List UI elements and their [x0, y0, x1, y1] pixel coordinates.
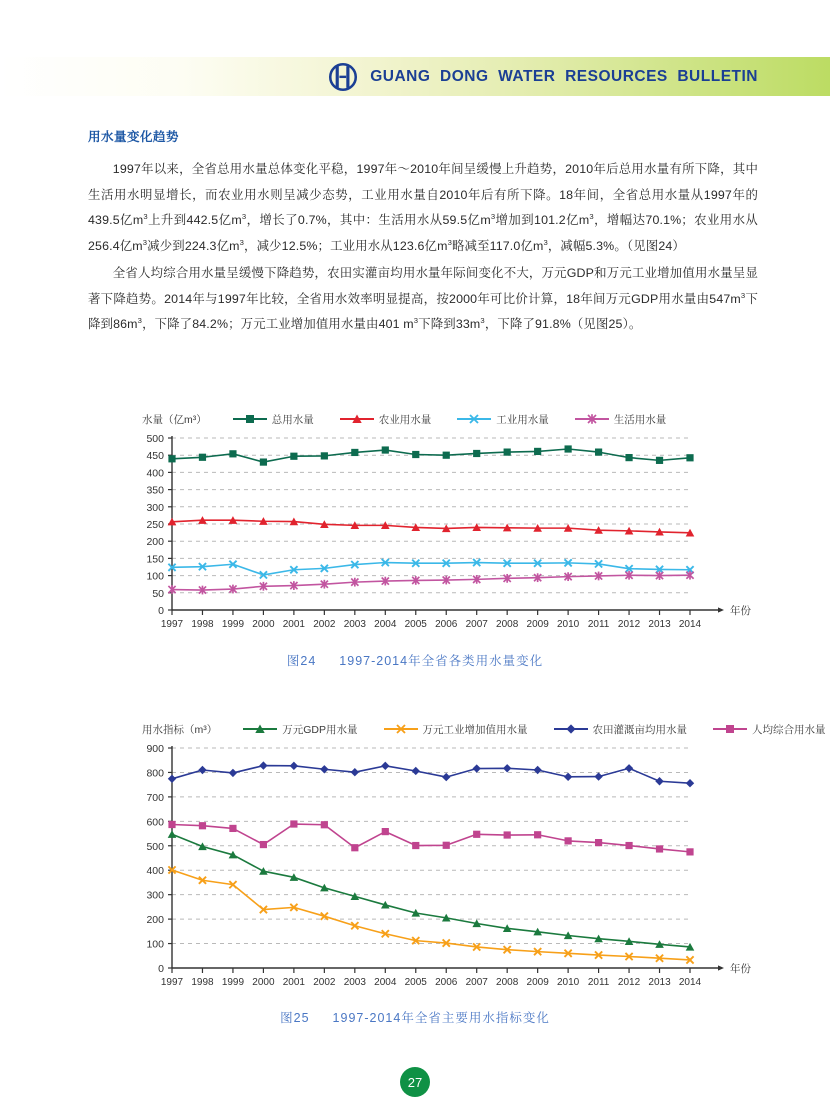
- chart24-legend-label-1: 总用水量: [271, 413, 314, 426]
- article-content: [88, 127, 758, 340]
- chart24-legend-marker-x-icon: [457, 413, 491, 425]
- chart24-xtick-2014: 2014: [678, 619, 702, 630]
- chart25-xtick-2010: 2010: [556, 977, 580, 988]
- chart24-legend-label-4: 生活用水量: [613, 413, 667, 426]
- chart24-series-4: [168, 571, 693, 595]
- chart24-ytick-300: 300: [146, 501, 164, 514]
- chart25-ytick-400: 400: [146, 865, 164, 878]
- chart24-legend: [0, 408, 830, 430]
- chart24-caption-label: 图24: [286, 654, 317, 668]
- chart24-ytick-0: 0: [158, 605, 164, 617]
- chart24-legend-item-2[interactable]: [340, 412, 432, 427]
- chart24-xtick-2007: 2007: [465, 619, 488, 630]
- chart25-series-4: [168, 820, 693, 855]
- chart24-ytick-400: 400: [146, 467, 164, 480]
- chart24-legend-item-3[interactable]: [457, 412, 549, 427]
- chart24-ytick-500: 500: [146, 433, 164, 445]
- chart24-xtick-2009: 2009: [526, 619, 549, 630]
- chart24-legend-label-3: 工业用水量: [496, 413, 549, 426]
- page-header: [0, 57, 830, 96]
- guangdong-water-logo-icon: [328, 62, 358, 92]
- chart24-xtick-2008: 2008: [496, 619, 519, 630]
- chart25-legend-marker-triangle-icon: [243, 723, 277, 735]
- chart24-xtick-2003: 2003: [343, 619, 366, 630]
- chart25-ytick-300: 300: [146, 889, 164, 902]
- chart25-caption: [0, 1008, 830, 1026]
- chart25-legend-marker-diamond-icon: [554, 723, 588, 735]
- chart24-xtick-2000: 2000: [252, 619, 275, 630]
- chart24-ytick-150: 150: [146, 553, 164, 566]
- chart25-xtick-2012: 2012: [617, 977, 641, 988]
- chart25-xtick-2005: 2005: [404, 977, 427, 988]
- chart25-legend-marker-square-icon: [713, 723, 747, 735]
- paragraph-water-use-trend: 1997年以来，全省总用水量总体变化平稳，1997年～2010年间呈缓慢上升趋势，2010年后总用水量有所下降，其中生活用水明显增长，而农业用水则呈减少态势，工业用水量自2010年后有所下降。18年间，全省总用水量从1997年的439.5亿$m^3$上升到442.5亿$m^3$，增长了0.7%，其中：生活用水从59.5亿$m^3$增加到101.2亿$m^3$，增幅达70.1%；农业用水从256.4亿$m^3$减少到224.3亿$m^3$，减少12.5%；工业用水从123.6亿$m^3$略减至117.0亿$m^3$，减幅5.3%。（见图24）: [88, 162, 758, 253]
- header-title: GUANG DONG WATER RESOURCES BULLETIN: [370, 67, 758, 85]
- chart25-xtick-2014: 2014: [678, 977, 702, 988]
- page-number-badge: 27: [400, 1067, 430, 1097]
- chart24-xtick-2001: 2001: [282, 619, 306, 630]
- chart25-xtick-2000: 2000: [252, 977, 275, 988]
- page-header-band: [0, 57, 830, 96]
- chart25-legend-item-2[interactable]: [384, 722, 528, 737]
- chart24-x-axis-title: 年份: [730, 605, 751, 617]
- chart24-caption: [0, 651, 830, 669]
- chart24-xtick-1997: 1997: [160, 619, 184, 630]
- chart24-ytick-250: 250: [146, 519, 164, 531]
- chart24-ytick-450: 450: [146, 450, 164, 463]
- chart25-xtick-2006: 2006: [435, 977, 458, 988]
- chart24-xtick-2013: 2013: [648, 619, 671, 630]
- chart25-ytick-700: 700: [146, 791, 164, 804]
- chart25-ytick-900: 900: [146, 743, 164, 755]
- chart24-legend-marker-triangle-icon: [340, 413, 374, 425]
- figure-25: [0, 718, 830, 1053]
- chart25-xtick-1998: 1998: [191, 977, 214, 988]
- chart24-xtick-2004: 2004: [374, 619, 397, 630]
- chart25-legend-label-1: 万元GDP用水量: [282, 723, 358, 736]
- chart25-legend-item-4[interactable]: [713, 722, 826, 737]
- chart24-xtick-2002: 2002: [313, 619, 336, 630]
- chart25-xtick-1999: 1999: [221, 977, 245, 988]
- section-heading: 用水量变化趋势: [88, 130, 180, 144]
- chart24-plot: [0, 430, 830, 645]
- chart25-legend-label-2: 万元工业增加值用水量: [422, 723, 528, 736]
- chart24-xtick-2012: 2012: [617, 619, 641, 630]
- chart25-ytick-800: 800: [146, 767, 164, 780]
- chart25-legend-item-3[interactable]: [554, 722, 688, 737]
- chart25-y-axis-title: 用水指标（m³）: [142, 723, 218, 736]
- chart25-legend-label-3: 农田灌溉亩均用水量: [592, 723, 688, 736]
- chart25-legend-item-1[interactable]: [243, 722, 357, 737]
- chart24-xtick-2011: 2011: [587, 619, 610, 630]
- chart25-xtick-2011: 2011: [587, 977, 610, 988]
- chart24-xtick-1999: 1999: [221, 619, 245, 630]
- chart24-legend-item-4[interactable]: [575, 412, 667, 427]
- chart24-y-axis-title: 水量（亿m³）: [142, 413, 207, 426]
- chart24-series-2: [168, 516, 695, 536]
- chart24-ytick-100: 100: [146, 570, 164, 583]
- chart25-xtick-2004: 2004: [374, 977, 397, 988]
- chart25-x-axis-title: 年份: [730, 963, 751, 975]
- chart24-ytick-50: 50: [152, 587, 164, 600]
- chart24-ytick-200: 200: [146, 536, 164, 549]
- chart25-plot: [0, 740, 830, 1002]
- chart25-ytick-200: 200: [146, 914, 164, 927]
- chart25-xtick-2002: 2002: [313, 977, 336, 988]
- chart24-legend-item-1[interactable]: [233, 412, 314, 427]
- chart25-ytick-100: 100: [146, 938, 164, 951]
- chart25-xtick-2003: 2003: [343, 977, 366, 988]
- chart25-xtick-2013: 2013: [648, 977, 671, 988]
- chart25-caption-label: 图25: [280, 1011, 310, 1025]
- chart24-svg: [0, 430, 830, 645]
- chart24-legend-marker-asterisk-icon: [575, 413, 609, 425]
- chart25-legend: [0, 718, 830, 740]
- chart25-xtick-2009: 2009: [526, 977, 549, 988]
- chart25-series-3: [168, 761, 694, 787]
- chart25-xtick-2008: 2008: [496, 977, 519, 988]
- chart25-xtick-2001: 2001: [282, 977, 306, 988]
- chart25-ytick-500: 500: [146, 840, 164, 853]
- chart25-xtick-2007: 2007: [465, 977, 488, 988]
- chart25-ytick-0: 0: [158, 963, 164, 975]
- chart25-caption-text: 1997-2014年全省主要用水指标变化: [332, 1011, 550, 1025]
- chart24-xtick-2010: 2010: [556, 619, 580, 630]
- chart24-xtick-1998: 1998: [191, 619, 214, 630]
- chart24-legend-label-2: 农业用水量: [378, 413, 432, 426]
- paragraph-water-indicators: 全省人均综合用水量呈缓慢下降趋势，农田实灌亩均用水量年际间变化不大，万元GDP和万元工业增加值用水量呈显著下降趋势。2014年与1997年比较，全省用水效率明显提高，按2000年可比价计算，18年间万元GDP用水量由$547m^3$下降到$86m^3$，下降了84.2%；万元工业增加值用水量由401 $m^3$下降到$33m^3$，下降了91.8%（见图25）。: [88, 266, 758, 331]
- chart25-xtick-1997: 1997: [160, 977, 184, 988]
- chart24-xtick-2005: 2005: [404, 619, 427, 630]
- figure-24: [0, 408, 830, 678]
- chart24-xtick-2006: 2006: [435, 619, 458, 630]
- chart25-legend-label-4: 人均综合用水量: [752, 723, 826, 736]
- chart25-series-1: [168, 830, 695, 950]
- chart25-svg: [0, 740, 830, 1002]
- chart25-ytick-600: 600: [146, 816, 164, 829]
- chart24-legend-marker-square-icon: [233, 413, 267, 425]
- chart25-legend-marker-x-icon: [384, 723, 418, 735]
- chart24-ytick-350: 350: [146, 484, 164, 497]
- chart24-caption-text: 1997-2014年全省各类用水量变化: [339, 654, 544, 668]
